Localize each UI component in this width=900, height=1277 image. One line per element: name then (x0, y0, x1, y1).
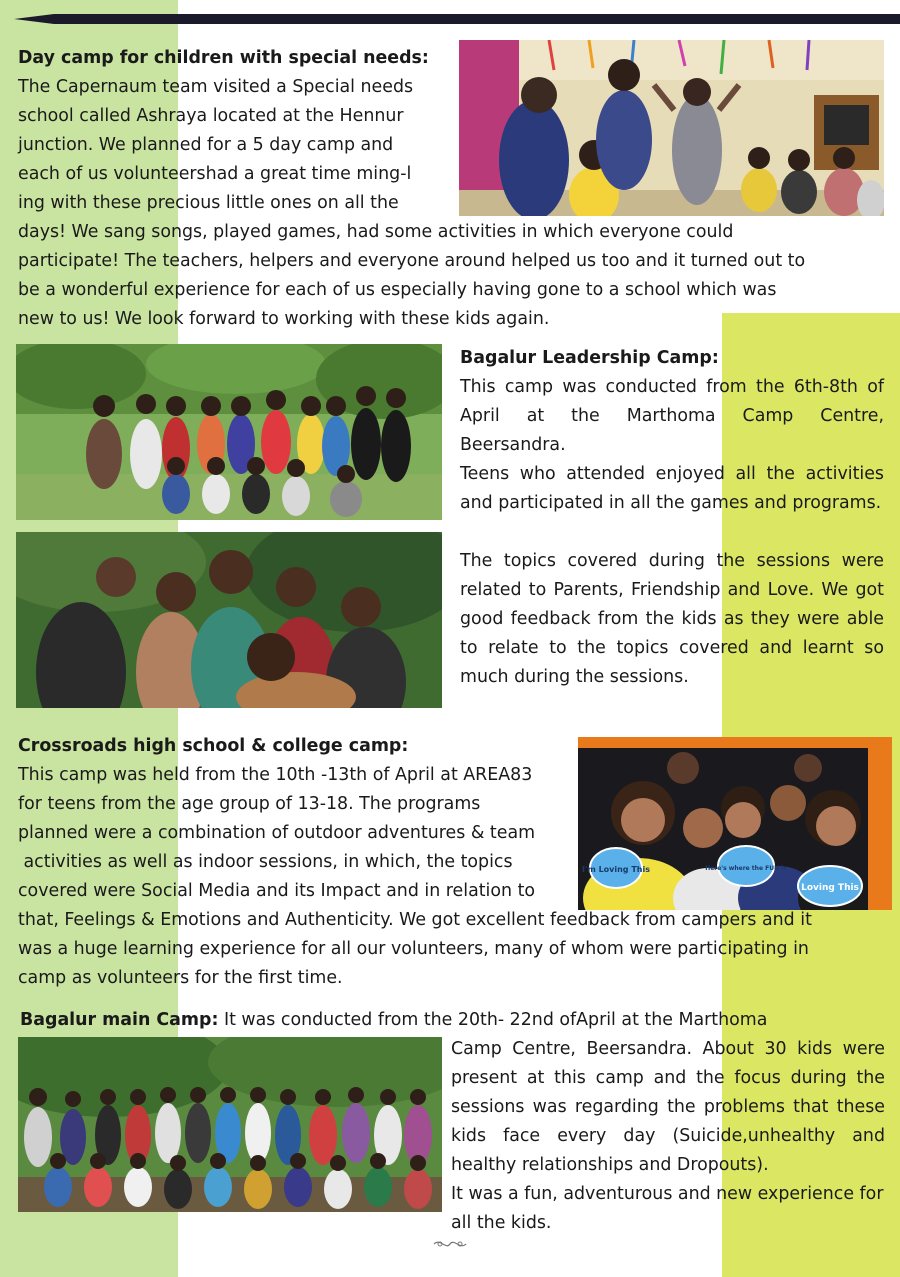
section4-paragraph-1: Camp Centre, Beersandra. About 30 kids were present at this camp and the focus during the sessions was regarding the problems that these kids face every day (Suicide,unhealthy and healthy relationships and Dropouts). (451, 1039, 885, 1175)
photo-sign (798, 866, 862, 906)
text-line: school called Ashraya located at the Hennur (18, 106, 404, 126)
text-line: for teens from the age group of 13-18. The programs (18, 794, 481, 814)
text-line: This camp was held from the 10th -13th of April at AREA83 (18, 765, 533, 785)
photo-special-needs-camp (459, 40, 884, 216)
photo-main-camp-group (18, 1037, 442, 1212)
text-line: be a wonderful experience for each of us especially having gone to a school which was (18, 280, 777, 300)
flourish-ornament-icon (432, 1236, 468, 1252)
section4-paragraph-2: It was a fun, adventurous and new experience for all the kids. (451, 1184, 884, 1233)
text-line: covered were Social Media and its Impact and in relation to (18, 881, 536, 901)
text-line: planned were a combination of outdoor adventures & team (18, 823, 536, 843)
sign-text-1: I'm Loving This (582, 865, 650, 874)
photo-leadership-boys (16, 532, 442, 708)
text-line: that, Feelings & Emotions and Authenticity. We got excellent feedback from campers and it (18, 910, 812, 930)
text-line: ing with these precious little ones on all the (18, 193, 399, 213)
section1-heading: Day camp for children with special needs: (18, 48, 429, 68)
section2-paragraph-3: The topics covered during the sessions were related to Parents, Friendship and Love. We got good feedback from the kids as they were able to relate to the topics covered and learnt so much during the sessions. (460, 551, 884, 687)
section4-heading: Bagalur main Camp: (20, 1010, 219, 1030)
text-line: participate! The teachers, helpers and everyone around helped us too and it turned out to (18, 251, 806, 271)
photo-leadership-group (16, 344, 442, 520)
text-line: new to us! We look forward to working with these kids again. (18, 309, 550, 329)
sign-text-3: Loving This (801, 883, 859, 893)
section2-heading: Bagalur Leadership Camp: (460, 348, 719, 368)
section3-heading: Crossroads high school & college camp: (18, 736, 409, 756)
text-line: was a huge learning experience for all our volunteers, many of whom were participating in (18, 939, 809, 959)
text-line: The Capernaum team visited a Special needs (18, 77, 414, 97)
text-line: days! We sang songs, played games, had some activities in which everyone could (18, 222, 734, 242)
text-line: each of us volunteershad a great time ming-l (18, 164, 412, 184)
text-line: camp as volunteers for the first time. (18, 968, 343, 988)
text-line: junction. We planned for a 5 day camp and (18, 135, 394, 155)
photo-crossroads-selfie (578, 748, 868, 910)
sign-text-2: Here's where the FUN is (705, 865, 787, 872)
section2-paragraph-1: This camp was conducted from the 6th-8th of April at the Marthoma Camp Centre, Beersandra. (460, 377, 884, 455)
section4-intro: It was conducted from the 20th- 22nd ofApril at the Marthoma (218, 1010, 768, 1030)
section2-paragraph-2: Teens who attended enjoyed all the activities and participated in all the games and programs. (460, 464, 884, 513)
text-line: activities as well as indoor sessions, in which, the topics (18, 852, 513, 872)
section4-first-line (20, 1006, 767, 1035)
top-rule (14, 14, 900, 24)
